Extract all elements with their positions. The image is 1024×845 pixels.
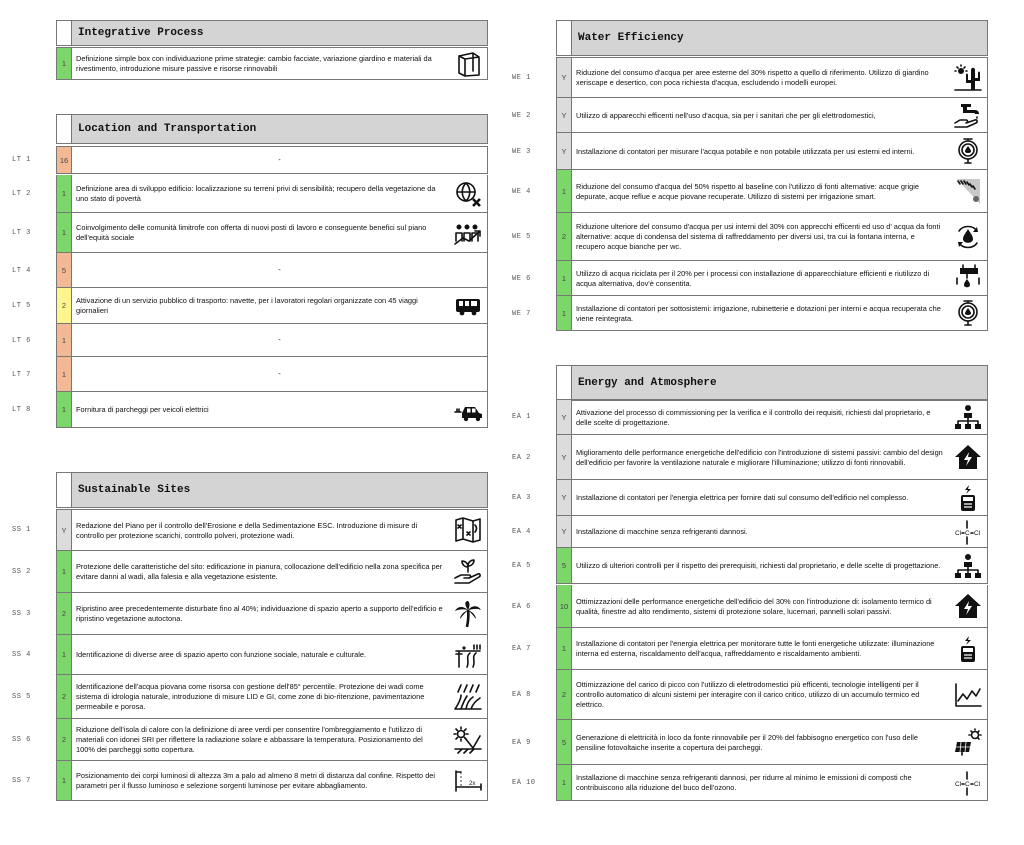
- credit-description: [572, 57, 988, 98]
- credit-score: Y: [56, 509, 72, 551]
- credit-row: [12, 357, 488, 392]
- credit-code: EA 9: [512, 738, 531, 747]
- credit-row: [512, 98, 988, 133]
- credit-score: Y: [556, 399, 572, 435]
- credit-score: 1: [556, 765, 572, 801]
- credit-description: [572, 296, 988, 331]
- credit-code: EA 8: [512, 691, 531, 699]
- credit-code: SS 4: [12, 651, 31, 659]
- credit-code: SS 5: [12, 693, 31, 701]
- credit-score: 2: [556, 213, 572, 261]
- credit-score: 2: [556, 670, 572, 720]
- section-header: [556, 20, 988, 56]
- credit-score: Y: [556, 516, 572, 548]
- credit-row: [512, 765, 988, 801]
- credit-score: 1: [556, 296, 572, 331]
- credit-score: 1: [556, 628, 572, 670]
- credit-description: [72, 213, 488, 253]
- credit-code: EA 1: [512, 413, 531, 421]
- credit-description: [72, 324, 488, 357]
- credit-row: [12, 175, 488, 213]
- credit-row: [512, 213, 988, 261]
- credit-score: 5: [56, 253, 72, 288]
- water-meter-icon: [953, 137, 983, 165]
- section-header: [556, 365, 988, 401]
- credit-description: [572, 585, 988, 628]
- credit-code: LT 5: [12, 302, 31, 310]
- credit-description: [72, 357, 488, 392]
- credit-text: Attivazione di un servizio pubblico di trasporto: navette, per i lavoratori regolari organizzate con 45 viaggi giornalieri: [76, 296, 418, 315]
- credit-code: EA 2: [512, 453, 531, 462]
- credit-text: Miglioramento delle performance energetiche dell'edificio con l'introduzione di sistemi passivi: cambio del design dell'edificio per favorire la ventilazione naturale e migliorare l'illuminazione; utilizzo di fonti rinnovabili.: [576, 447, 943, 467]
- org-chart-icon: [953, 552, 983, 580]
- credit-score: 1: [56, 324, 72, 357]
- credit-text: Riduzione del consumo d'acqua per aree esterne del 30% rispetto a quello di riferimento. Utilizzo di giardino xeriscape e desertico, con poca richiesta d'acqua, escludendo i modelli europei.: [576, 68, 929, 87]
- sun-reflection-icon: [453, 726, 483, 754]
- credit-score: 1: [556, 170, 572, 213]
- house-energy-icon: [953, 592, 983, 620]
- credit-row: [12, 719, 488, 761]
- credit-score: 1: [56, 357, 72, 392]
- credit-score: 5: [556, 720, 572, 765]
- credit-description: [72, 675, 488, 719]
- credit-row: [512, 399, 988, 435]
- credit-score: 2: [56, 288, 72, 324]
- credit-score: 1: [56, 635, 72, 675]
- credit-text: Attivazione del processo di commissioning per la verifica e il controllo dei requisiti, richiesti dal proprietario, e delle scelte di progettazione.: [576, 407, 931, 427]
- credit-score: 10: [556, 585, 572, 628]
- credit-text: Definizione simple box con individuazione prime strategie: cambio facciate, variazione giardino e materiali da rivestimento, introduzione misure passive e risorse rinnovabili: [76, 54, 432, 73]
- section-title: Water Efficiency: [572, 20, 988, 56]
- credit-description: [572, 261, 988, 296]
- electric-car-icon: [453, 396, 483, 424]
- globe-cross-icon: [453, 180, 483, 208]
- credit-code: SS 7: [12, 777, 31, 785]
- credit-description: [572, 628, 988, 670]
- credit-row: [512, 585, 988, 628]
- section-header: [56, 20, 488, 46]
- credit-description: [72, 509, 488, 551]
- credit-score: 1: [56, 47, 72, 80]
- credit-text: Ottimizzazione del carico di picco con l'utilizzo di elettrodomestici più efficenti, tecnologie intelligenti per il controllo automatico di alcuni sistemi per interagire con il carico critico, utilizzo di un accumulo termico ed elettrico.: [576, 680, 920, 709]
- credit-score: 1: [56, 761, 72, 801]
- credit-description: [72, 635, 488, 675]
- water-cycle-icon: [953, 223, 983, 251]
- credit-text: Utilizzo di ulteriori controlli per il rispetto dei prerequisiti, richiesti dal proprietario, e delle scelte di progettazione.: [576, 561, 941, 570]
- credit-row: [512, 296, 988, 331]
- credit-row: [512, 133, 988, 170]
- credit-code: LT 8: [12, 406, 31, 414]
- credit-text: Riduzione del consumo d'acqua del 50% rispetto al baseline con l'utilizzo di fonti alternative: acque grigie depurate, acque reflue e acque piovane recuperate. Utilizzo di sistemi per irrigazione smart.: [576, 181, 919, 201]
- credit-row: [12, 551, 488, 593]
- credit-row: [512, 670, 988, 720]
- credit-description: [572, 516, 988, 548]
- credit-score: 16: [56, 146, 72, 174]
- header-score-cell: [56, 472, 72, 508]
- credit-text: Installazione di contatori per misurare l'acqua potabile e non potabile utilizzata per usi esterni ed interni.: [576, 146, 915, 156]
- credit-row: [512, 170, 988, 213]
- credit-text: Identificazione di diverse aree di spazio aperto con funzione sociale, naturale e culturale.: [76, 650, 367, 659]
- credit-code: LT 3: [12, 229, 31, 237]
- credit-row: [12, 47, 488, 80]
- credit-row: [12, 253, 488, 288]
- svg-text:C: C: [965, 780, 970, 788]
- credit-score: Y: [556, 57, 572, 98]
- credit-row: [12, 213, 488, 253]
- header-score-cell: [56, 20, 72, 46]
- cactus-sun-icon: [953, 64, 983, 92]
- credit-code: WE 4: [512, 187, 531, 196]
- credit-code: EA 5: [512, 562, 531, 570]
- credit-description: [72, 146, 488, 174]
- credit-text: Redazione del Piano per il controllo dell'Erosione e della Sedimentazione ESC. Introduzione di misure di controllo per protezione scarichi, controllo polveri, protezione wadi.: [76, 520, 418, 540]
- svg-text:2x: 2x: [469, 780, 476, 787]
- people-growth-icon: [453, 219, 483, 247]
- credit-code: WE 3: [512, 147, 531, 156]
- credit-score: 2: [56, 593, 72, 635]
- credit-score: 1: [56, 213, 72, 253]
- svg-text:C: C: [965, 529, 970, 537]
- credit-description: [72, 719, 488, 761]
- credit-score: 2: [56, 719, 72, 761]
- credit-code: WE 1: [512, 73, 531, 82]
- credit-text: Installazione di contatori per l'energia elettrica per monitorare tutte le fonti energetiche utilizzate: illuminazione interna ed esterna, riscaldamento dell'acqua, raffreddamento e riscaldamento ambienti.: [576, 639, 935, 658]
- credit-row: [512, 628, 988, 670]
- credit-score: 5: [556, 548, 572, 584]
- credit-description: [72, 175, 488, 213]
- credit-code: [12, 47, 56, 80]
- credit-description: [72, 288, 488, 324]
- credit-code: WE 7: [512, 309, 531, 318]
- open-space-icon: [453, 641, 483, 669]
- bus-icon: [453, 292, 483, 320]
- credit-code: EA 4: [512, 528, 531, 536]
- credit-text: -: [278, 369, 281, 378]
- credit-code: SS 6: [12, 736, 31, 744]
- credit-score: Y: [556, 133, 572, 170]
- house-energy-icon: [953, 443, 983, 471]
- section-title: Sustainable Sites: [72, 472, 488, 508]
- credit-text: -: [278, 335, 281, 344]
- credit-row: [512, 720, 988, 765]
- credit-text: Riduzione ulteriore del consumo d'acqua per usi interni del 30% con apprecchi efficenti ed uso d' acqua da fonti alternative: acque di condensa del sistema di raffreddamento per diversi usi, tra cui la fontana interna, e recupero acque bianche per wc.: [576, 222, 941, 251]
- credit-score: 1: [56, 392, 72, 428]
- credit-text: Riduzione dell'isola di calore con la definizione di aree verdi per consentire l'ombreggiamento e l'utilizzo di materiali con idonei SRI per riflettere la radiazione solare e abbassare la temperatura. Posizionamento del 100% dei parcheggi sotto copertura.: [76, 725, 423, 754]
- credit-text: Ottimizzazioni delle performance energetiche dell'edificio del 30% con l'introduzione di: isolamento termico di qualità, finestre ad alto rendimento, sistemi di protezione solare, lucernari, pannelli solari passivi.: [576, 596, 932, 616]
- credit-text: Posizionamento dei corpi luminosi di altezza 3m a palo ad almeno 8 metri di distanza dal confine. Rispetto dei parametri per il flusso luminoso e selezione sorgenti luminose per evitare abbagliamento.: [76, 771, 436, 790]
- credit-row: [12, 392, 488, 428]
- credit-description: [72, 253, 488, 288]
- svg-text:Cl: Cl: [974, 529, 981, 537]
- irrigation-icon: [953, 177, 983, 205]
- credit-code: EA 10: [512, 779, 536, 787]
- credit-description: [572, 720, 988, 765]
- credit-text: Fornitura di parcheggi per veicoli elettrici: [76, 405, 209, 414]
- credit-row: [512, 435, 988, 480]
- water-meter-icon: [953, 299, 983, 327]
- molecule-icon: [953, 769, 983, 797]
- svg-text:Cl: Cl: [955, 780, 962, 788]
- credit-row: [12, 324, 488, 357]
- credit-description: [72, 593, 488, 635]
- credit-description: [72, 47, 488, 80]
- credit-score: 1: [56, 551, 72, 593]
- map-plan-icon: [453, 516, 483, 544]
- credit-description: [572, 98, 988, 133]
- credit-row: [512, 57, 988, 98]
- credit-description: [572, 213, 988, 261]
- credit-row: [12, 288, 488, 324]
- water-recycle-icon: [953, 264, 983, 292]
- credit-row: [12, 146, 488, 174]
- line-chart-icon: [953, 681, 983, 709]
- org-chart-icon: [953, 403, 983, 431]
- credit-text: Coinvolgimento delle comunità limitrofe con offerta di nuovi posti di lavoro e conseguente benefici sul piano dell'equità sociale: [76, 223, 427, 242]
- credit-description: [572, 399, 988, 435]
- credit-text: Definizione area di sviluppo edificio: localizzazione su terreni privi di sensibilità; recupero della vegetazione da uno stato di povertà: [76, 184, 436, 203]
- credit-score: 1: [56, 175, 72, 213]
- credit-description: [572, 133, 988, 170]
- credit-row: [12, 635, 488, 675]
- credit-code: LT 7: [12, 370, 31, 379]
- credit-code: WE 6: [512, 274, 531, 283]
- credit-description: [572, 480, 988, 516]
- credit-description: [72, 551, 488, 593]
- credit-code: EA 7: [512, 645, 531, 653]
- header-score-cell: [56, 114, 72, 144]
- credit-description: [72, 392, 488, 428]
- credit-row: [12, 761, 488, 801]
- credit-row: [12, 509, 488, 551]
- credit-code: EA 6: [512, 602, 531, 611]
- electric-meter-icon: [953, 635, 983, 663]
- credit-text: Installazione di macchine senza refrigeranti dannosi, per ridurre al minimo le emissioni di composti che contribuiscono alla riduzione del buco dell'ozono.: [576, 773, 912, 792]
- credit-description: [72, 761, 488, 801]
- molecule-icon: [953, 518, 983, 546]
- credit-score: Y: [556, 435, 572, 480]
- plant-hand-icon: [453, 558, 483, 586]
- credit-description: [572, 670, 988, 720]
- credit-description: [572, 170, 988, 213]
- credit-code: WE 5: [512, 233, 531, 241]
- credit-description: [572, 435, 988, 480]
- credit-code: LT 6: [12, 336, 31, 345]
- credit-text: Installazione di contatori per sottosistemi: irrigazione, rubinetterie e dotazioni per interni e acqua recuperata che viene reintegrata.: [576, 303, 941, 323]
- section-title: Location and Transportation: [72, 114, 488, 144]
- credit-score: Y: [556, 480, 572, 516]
- credit-description: [572, 548, 988, 584]
- credit-row: [512, 516, 988, 548]
- solar-panel-icon: [953, 728, 983, 756]
- svg-text:Cl: Cl: [955, 529, 962, 537]
- credit-text: Identificazione dell'acqua piovana come risorsa con gestione dell'85° percentile. Protezione dei wadi come sistema di idrologia naturale, introduzione di misure LID e GI, come zone di bio-ritenzione, pavimentazione permeabile e porosa.: [76, 682, 425, 711]
- credit-row: [512, 480, 988, 516]
- box-icon: [453, 50, 483, 78]
- svg-text:Cl: Cl: [974, 780, 981, 788]
- light-pole-icon: [453, 767, 483, 795]
- credit-text: -: [278, 155, 281, 164]
- credit-row: [12, 675, 488, 719]
- credit-row: [512, 548, 988, 584]
- credit-score: 1: [556, 261, 572, 296]
- credit-code: WE 2: [512, 111, 531, 120]
- section-header: [56, 472, 488, 508]
- rain-grass-icon: [453, 683, 483, 711]
- header-score-cell: [556, 20, 572, 56]
- credit-text: Protezione delle caratteristiche del sito: edificazione in pianura, collocazione dell'edificio nella zona specifica per evitare danni al wadi, alla falesia e alla vegetazione esistente.: [76, 562, 443, 581]
- palm-tree-icon: [453, 600, 483, 628]
- credit-row: [12, 593, 488, 635]
- credit-row: [512, 261, 988, 296]
- credit-text: Utilizzo di acqua riciclata per il 20% per i processi con installazione di apparecchiature efficienti e riutilizzo di acqua alternativa, dov'è consentita.: [576, 268, 930, 288]
- credit-text: -: [278, 265, 281, 274]
- faucet-hand-icon: [953, 101, 983, 129]
- credit-code: SS 3: [12, 610, 31, 618]
- credit-code: SS 2: [12, 568, 31, 576]
- credit-code: LT 4: [12, 266, 31, 275]
- section-title: Integrative Process: [72, 20, 488, 46]
- credit-text: Utilizzo di apparecchi efficenti nell'uso d'acqua, sia per i sanitari che per gli elettrodomestici,: [576, 110, 876, 120]
- section-title: Energy and Atmosphere: [572, 365, 988, 401]
- credit-code: LT 1: [12, 156, 31, 164]
- credit-code: EA 3: [512, 494, 531, 502]
- credit-code: SS 1: [12, 526, 31, 534]
- credit-text: Installazione di macchine senza refrigeranti dannosi.: [576, 527, 748, 536]
- credit-text: Generazione di elettricità in loco da fonte rinnovabile per il 20% del fabbisogno energetico con l'uso delle pensiline fotovoltaiche inserite a copertura dei parcheggi.: [576, 732, 919, 752]
- credit-score: 2: [56, 675, 72, 719]
- credit-text: Installazione di contatori per l'energia elettrica per fornire dati sul consumo dell'edificio nel complesso.: [576, 493, 909, 502]
- credit-code: LT 2: [12, 190, 31, 198]
- credit-description: [572, 765, 988, 801]
- credit-score: Y: [556, 98, 572, 133]
- credit-text: Ripristino aree precedentemente disturbate fino al 40%; individuazione di spazio aperto a supporto dell'edificio e ripristino vegetazione autoctona.: [76, 604, 443, 623]
- header-score-cell: [556, 365, 572, 401]
- electric-meter-icon: [953, 484, 983, 512]
- section-header: [56, 114, 488, 144]
